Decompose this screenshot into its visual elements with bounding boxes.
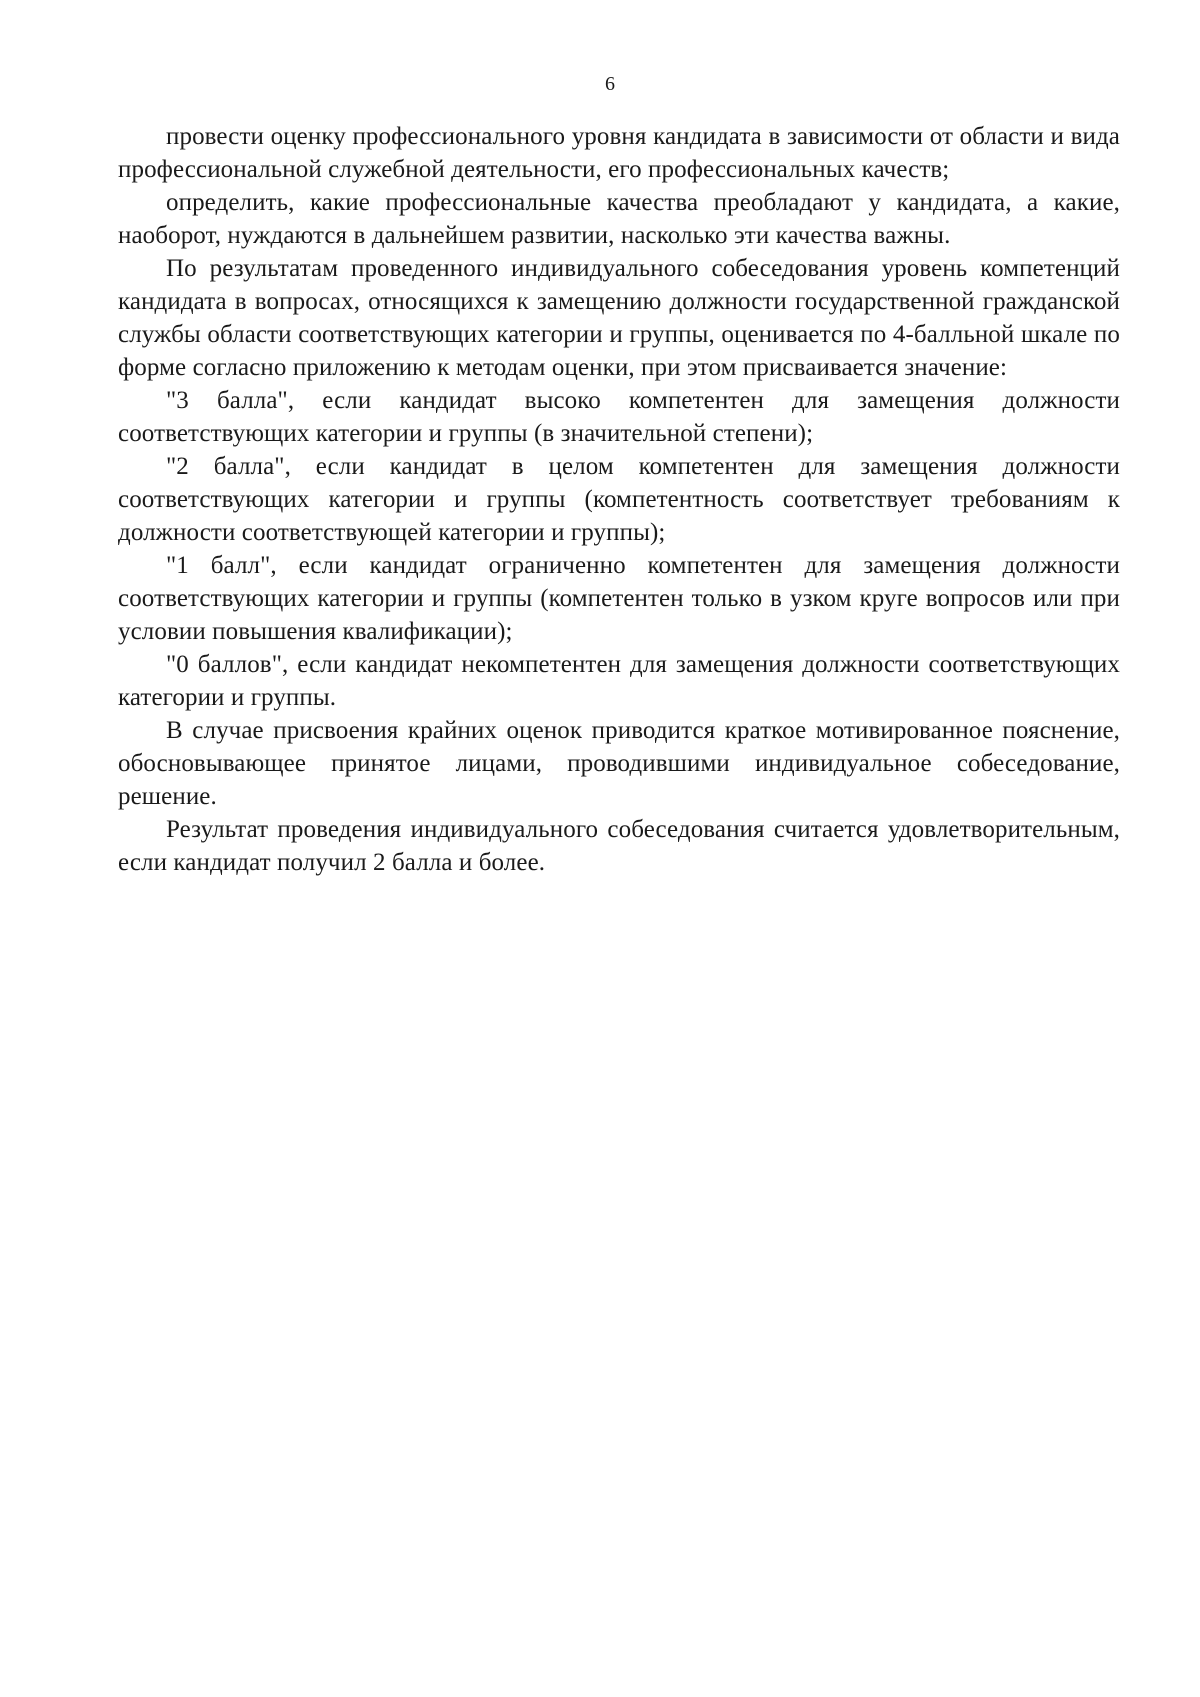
paragraph: Результат проведения индивидуального собеседования считается удовлетворительным, если кандидат получил 2 балла и более.	[118, 816, 1120, 876]
paragraph: По результатам проведенного индивидуального собеседования уровень компетенций кандидата в вопросах, относящихся к замещению должности государственной гражданской службы области соответствующих категории и группы, оценивается по 4-балльной шкале по форме согласно приложению к методам оценки, при этом присваивается значение:	[118, 255, 1120, 381]
paragraph: "0 баллов", если кандидат некомпетентен для замещения должности соответствующих категории и группы.	[118, 651, 1120, 711]
page-number: 6	[605, 73, 615, 95]
paragraph: "3 балла", если кандидат высоко компетентен для замещения должности соответствующих категории и группы (в значительной степени);	[118, 387, 1120, 447]
paragraph: "1 балл", если кандидат ограниченно компетентен для замещения должности соответствующих категории и группы (компетентен только в узком круге вопросов или при условии повышения квалификации);	[118, 552, 1120, 645]
document-body	[118, 120, 1120, 879]
paragraph: определить, какие профессиональные качества преобладают у кандидата, а какие, наоборот, нуждаются в дальнейшем развитии, насколько эти качества важны.	[118, 189, 1120, 249]
paragraph: "2 балла", если кандидат в целом компетентен для замещения должности соответствующих категории и группы (компетентность соответствует требованиям к должности соответствующей категории и группы);	[118, 453, 1120, 546]
paragraph: провести оценку профессионального уровня кандидата в зависимости от области и вида профессиональной служебной деятельности, его профессиональных качеств;	[118, 123, 1120, 183]
paragraph: В случае присвоения крайних оценок приводится краткое мотивированное пояснение, обосновывающее принятое лицами, проводившими индивидуальное собеседование, решение.	[118, 717, 1120, 810]
